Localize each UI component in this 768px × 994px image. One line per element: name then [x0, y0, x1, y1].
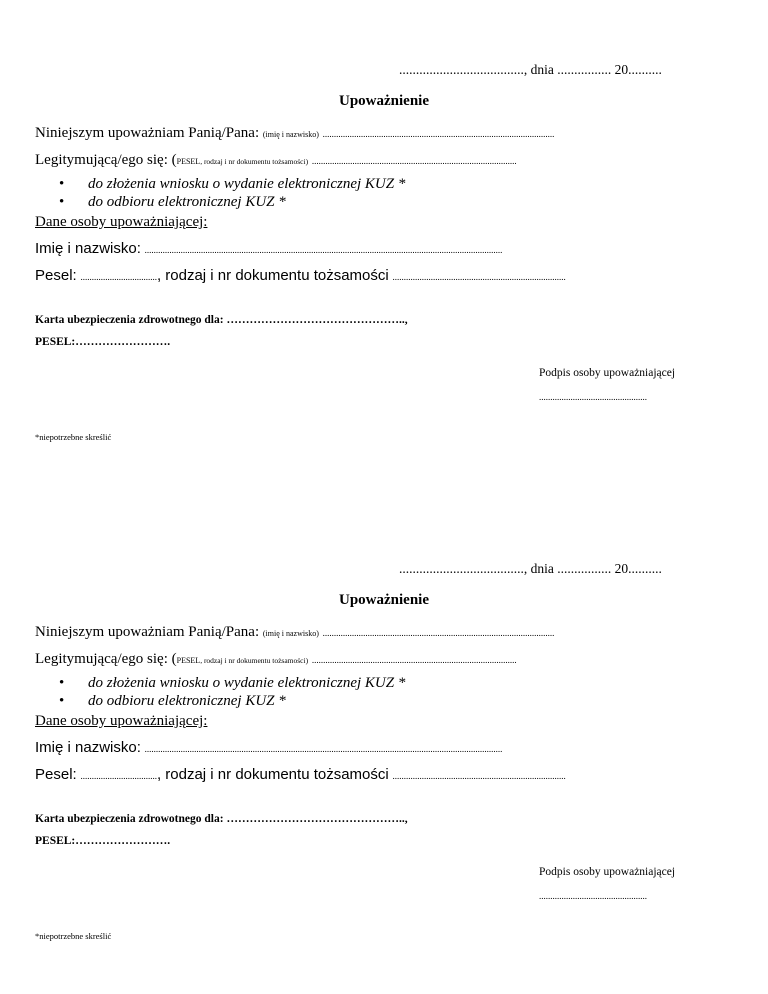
identity-label: Legitymującą/ego się: (	[35, 651, 177, 667]
bullet-icon: •	[59, 176, 65, 192]
document-field[interactable]: .............................................................................	[392, 771, 566, 781]
identity-field[interactable]: ...........................................................................................	[311, 655, 517, 665]
bullet-icon: •	[59, 675, 65, 691]
document-label: , rodzaj i nr dokumentu tożsamości	[156, 766, 389, 783]
card-field[interactable]: ………………………………………..,	[226, 314, 408, 326]
pesel-label: Pesel:	[35, 267, 77, 284]
card-pesel-line	[35, 336, 170, 348]
identity-pesel-hint: PESEL	[176, 656, 201, 665]
footnote: *niepotrzebne skreślić	[35, 432, 112, 442]
authorized-person-field[interactable]: .......................................................................................................	[322, 129, 555, 139]
option-label: do odbioru elektronicznej KUZ *	[88, 194, 286, 210]
signature-field[interactable]: ................................................	[539, 891, 647, 901]
authorized-person-hint: (imię i nazwisko)	[262, 130, 319, 139]
identity-doc-hint: , rodzaj i nr dokumentu tożsamości)	[200, 157, 309, 166]
name-field[interactable]: ...............................................................................................................................................................	[144, 245, 503, 255]
form-title: Upoważnienie	[339, 93, 429, 109]
option-label: do odbioru elektronicznej KUZ *	[88, 693, 286, 709]
footnote: *niepotrzebne skreślić	[35, 931, 112, 941]
card-pesel-label: PESEL:	[35, 336, 76, 348]
section-heading: Dane osoby upoważniającej:	[35, 713, 208, 729]
identity-doc-hint: , rodzaj i nr dokumentu tożsamości)	[200, 656, 309, 665]
pesel-line	[35, 267, 566, 285]
pesel-line	[35, 766, 566, 784]
document-field[interactable]: .............................................................................	[392, 272, 566, 282]
date-line: ....................................., dnia ................ 20..........	[399, 561, 662, 576]
card-pesel-field[interactable]: …………………….	[75, 336, 171, 348]
form-title: Upoważnienie	[339, 592, 429, 608]
name-line	[35, 240, 502, 258]
date-line: ....................................., dnia ................ 20..........	[399, 62, 662, 77]
option-label: do złożenia wniosku o wydanie elektronicznej KUZ *	[88, 675, 406, 691]
option-submit-application[interactable]	[59, 176, 405, 193]
section-heading: Dane osoby upoważniającej:	[35, 214, 208, 230]
authorized-person-field[interactable]: .......................................................................................................	[322, 628, 555, 638]
identity-label: Legitymującą/ego się: (	[35, 152, 177, 168]
bullet-icon: •	[59, 194, 65, 210]
bullet-icon: •	[59, 693, 65, 709]
authorized-person-label: Niniejszym upoważniam Panią/Pana:	[35, 624, 260, 640]
card-label: Karta ubezpieczenia zdrowotnego dla:	[35, 813, 224, 825]
option-collect-card[interactable]	[59, 693, 286, 710]
identity-document-line	[35, 152, 517, 169]
card-label: Karta ubezpieczenia zdrowotnego dla:	[35, 314, 224, 326]
option-label: do złożenia wniosku o wydanie elektronicznej KUZ *	[88, 176, 406, 192]
identity-field[interactable]: ...........................................................................................	[311, 156, 517, 166]
authorized-person-label: Niniejszym upoważniam Panią/Pana:	[35, 125, 260, 141]
name-label: Imię i nazwisko:	[35, 739, 141, 756]
card-line	[35, 314, 408, 326]
name-label: Imię i nazwisko:	[35, 240, 141, 257]
authorization-form-1	[0, 0, 768, 480]
signature-label: Podpis osoby upoważniającej	[539, 367, 676, 379]
authorized-person-line	[35, 624, 554, 641]
signature-label: Podpis osoby upoważniającej	[539, 866, 676, 878]
pesel-field[interactable]: ..................................	[80, 771, 157, 781]
name-line	[35, 739, 502, 757]
card-line	[35, 813, 408, 825]
pesel-label: Pesel:	[35, 766, 77, 783]
authorization-form-2	[0, 499, 768, 979]
card-pesel-field[interactable]: …………………….	[75, 835, 171, 847]
identity-pesel-hint: PESEL	[176, 157, 201, 166]
card-field[interactable]: ………………………………………..,	[226, 813, 408, 825]
option-submit-application[interactable]	[59, 675, 405, 692]
authorized-person-line	[35, 125, 554, 142]
name-field[interactable]: ...............................................................................................................................................................	[144, 744, 503, 754]
identity-document-line	[35, 651, 517, 668]
card-pesel-label: PESEL:	[35, 835, 76, 847]
authorized-person-hint: (imię i nazwisko)	[262, 629, 319, 638]
document-label: , rodzaj i nr dokumentu tożsamości	[156, 267, 389, 284]
option-collect-card[interactable]	[59, 194, 286, 211]
card-pesel-line	[35, 835, 170, 847]
signature-field[interactable]: ................................................	[539, 392, 647, 402]
pesel-field[interactable]: ..................................	[80, 272, 157, 282]
